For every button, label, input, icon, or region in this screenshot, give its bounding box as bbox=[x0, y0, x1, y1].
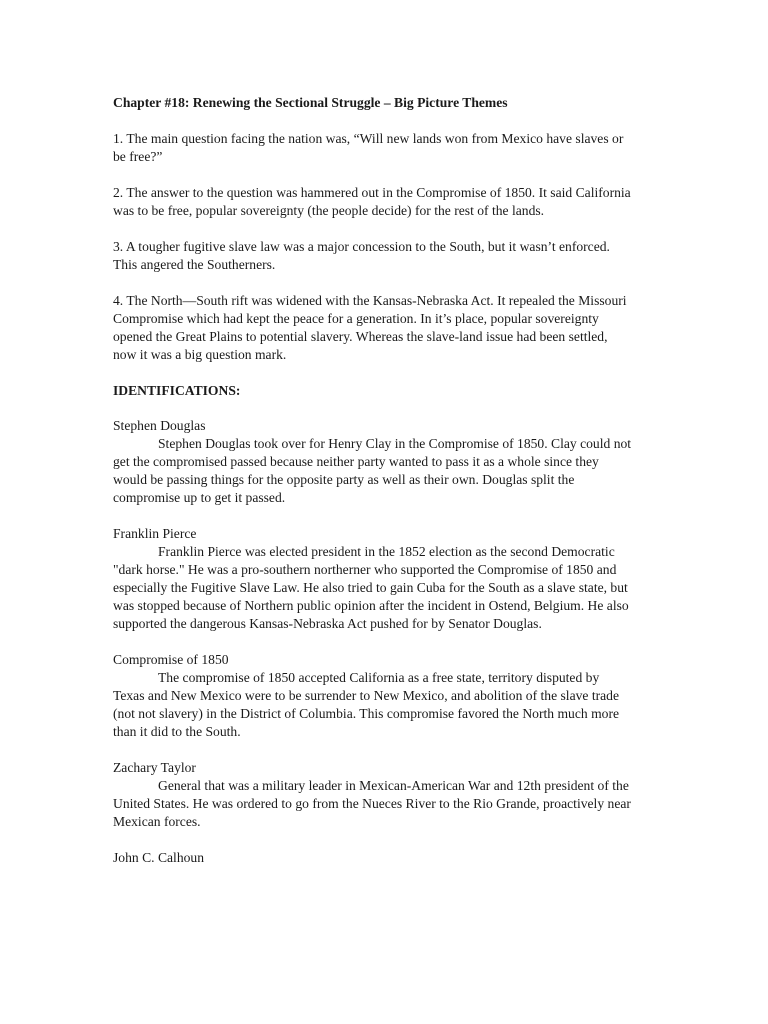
document-page bbox=[113, 94, 633, 885]
theme-paragraph-4: 4. The North—South rift was widened with the Kansas-Nebraska Act. It repealed the Missouri Compromise which had kept the peace for a generation. In it’s place, popular sovereignty opened the Great Plains to potential slavery. Whereas the slave-land issue had been settled, now it was a big question mark. bbox=[113, 293, 627, 362]
identification-term: Zachary Taylor bbox=[113, 760, 196, 775]
theme-paragraph-3: 3. A tougher fugitive slave law was a major concession to the South, but it wasn’t enforced. This angered the Southerners. bbox=[113, 239, 610, 272]
identification-entry bbox=[113, 849, 633, 867]
identification-description: Stephen Douglas took over for Henry Clay in the Compromise of 1850. Clay could not get the compromised passed because neither party wanted to pass it as a whole since they would be passing things for the opposite party as well as their own. Douglas split the compromise up to get it passed. bbox=[113, 436, 632, 505]
identification-description: Franklin Pierce was elected president in the 1852 election as the second Democratic "dark horse." He was a pro-southern northerner who supported the Compromise of 1850 and especially the Fugitive Slave Law. He also tried to gain Cuba for the South as a slave state, but was stopped because of Northern public opinion after the incident in Ostend, Belgium. He also supported the dangerous Kansas-Nebraska Act pushed for by Senator Douglas. bbox=[113, 544, 629, 631]
identification-entry bbox=[113, 651, 633, 741]
identification-entry bbox=[113, 525, 633, 633]
theme-paragraph-1: 1. The main question facing the nation was, “Will new lands won from Mexico have slaves or be free?” bbox=[113, 131, 624, 164]
identification-entry bbox=[113, 759, 633, 831]
identification-description: The compromise of 1850 accepted California as a free state, territory disputed by Texas and New Mexico were to be surrender to New Mexico, and abolition of the slave trade (not not slavery) in the District of Columbia. This compromise favored the North much more than it did to the South. bbox=[113, 670, 620, 739]
identification-description: General that was a military leader in Mexican-American War and 12th president of the United States. He was ordered to go from the Nueces River to the Rio Grande, proactively near Mexican forces. bbox=[113, 778, 631, 829]
document-title: Chapter #18: Renewing the Sectional Struggle – Big Picture Themes bbox=[113, 95, 508, 110]
identification-term: Stephen Douglas bbox=[113, 418, 206, 433]
theme-paragraph-2: 2. The answer to the question was hammered out in the Compromise of 1850. It said California was to be free, popular sovereignty (the people decide) for the rest of the lands. bbox=[113, 185, 631, 218]
identification-term: Compromise of 1850 bbox=[113, 652, 229, 667]
identification-term: Franklin Pierce bbox=[113, 526, 197, 541]
identifications-heading: IDENTIFICATIONS: bbox=[113, 383, 241, 398]
identification-term: John C. Calhoun bbox=[113, 850, 205, 865]
identification-entry bbox=[113, 417, 633, 507]
